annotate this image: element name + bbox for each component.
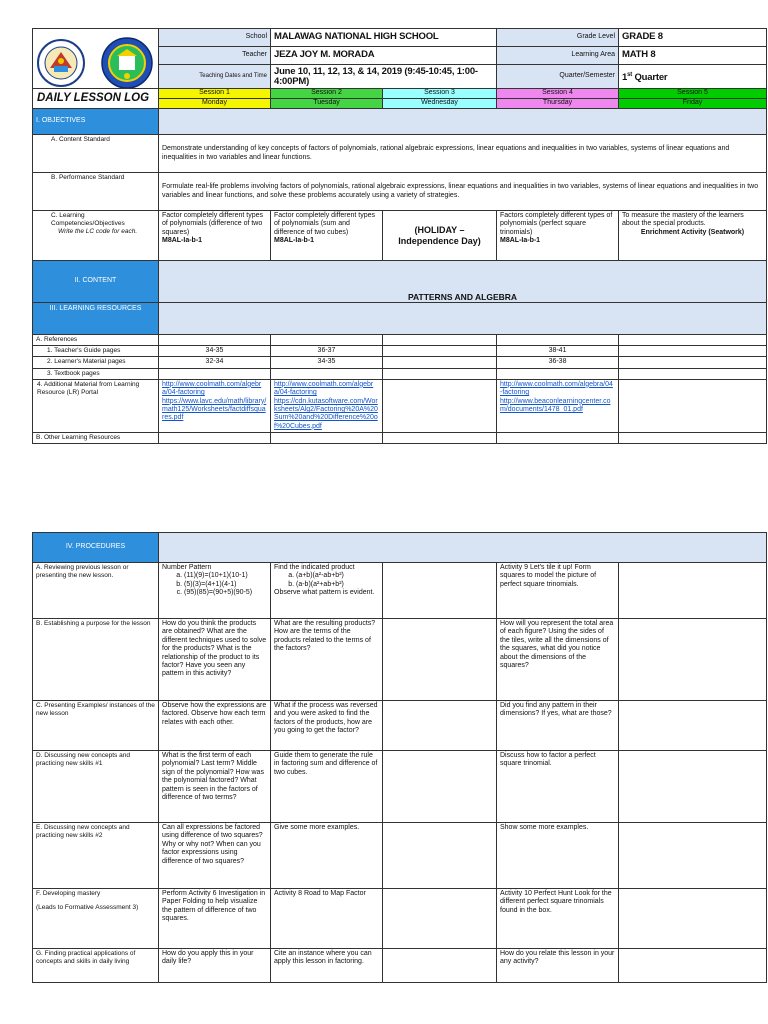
proc-d-1: What is the first term of each polynomial? Last term? Middle sign of the polynomial? How was the polynomial factored? What pattern is seen in the factors of difference of two terms?	[159, 751, 271, 823]
area-label: Learning Area	[497, 47, 619, 65]
competency-4: Factors completely different types of polynomials (perfect square trinomials) M8AL-Ia-b-1	[497, 211, 619, 261]
proc-g-4: How do you relate this lesson in your any activity?	[497, 949, 619, 983]
proc-c-2: What if the process was reversed and you were asked to find the factors of the products, how are you going to get the factor?	[271, 701, 383, 751]
links-1	[159, 379, 271, 432]
content-standard-label: A. Content Standard	[33, 135, 159, 173]
objectives-heading: I. OBJECTIVES	[33, 109, 159, 135]
session-3: Session 3	[383, 89, 497, 99]
proc-g-label: G. Finding practical applications of concepts and skills in daily living	[33, 949, 159, 983]
teacher-value: JEZA JOY M. MORADA	[271, 47, 497, 65]
school-value: MALAWAG NATIONAL HIGH SCHOOL	[271, 29, 497, 47]
proc-d-4: Discuss how to factor a perfect square trinomial.	[497, 751, 619, 823]
tg-pages-label: 1. Teacher's Guide pages	[33, 346, 159, 357]
competency-2: Factor completely different types of polynomials (sum and difference of two cubes) M8AL-Ia-b-1	[271, 211, 383, 261]
link-coolmath-1[interactable]: http://www.coolmath.com/algebra/04-factoring	[162, 380, 262, 397]
proc-g-2: Cite an instance where you can apply this lesson in factoring.	[271, 949, 383, 983]
proc-b-4: How will you represent the total area of each figure? Using the sides of the tiles, write all the dimensions of the squares, what did you notice about the dimensions of the squares?	[497, 619, 619, 701]
objectives-band	[159, 109, 767, 135]
proc-c-4: Did you find any pattern in their dimensions? If yes, what are those?	[497, 701, 619, 751]
performance-standard-label: B. Performance Standard	[33, 173, 159, 211]
link-lavc[interactable]: https://www.lavc.edu/math/library/math125/Worksheets/factdiffsquares.pdf	[162, 397, 267, 422]
quarter-label: Quarter/Semester	[497, 65, 619, 89]
dates-label: Teaching Dates and Time	[159, 65, 271, 89]
session-4: Session 4	[497, 89, 619, 99]
holiday-notice: (HOLIDAY – Independence Day)	[383, 211, 497, 261]
proc-c-label: C. Presenting Examples/ instances of the new lesson	[33, 701, 159, 751]
resources-band	[159, 303, 767, 335]
day-thursday: Thursday	[497, 99, 619, 109]
day-friday: Friday	[619, 99, 767, 109]
day-tuesday: Tuesday	[271, 99, 383, 109]
quarter-value: 1st Quarter	[619, 65, 767, 89]
references-label: A. References	[33, 335, 159, 346]
lm-pages-2: 34-35	[271, 357, 383, 368]
link-beacon[interactable]: http://www.beaconlearningcenter.com/documents/1478_01.pdf	[500, 397, 611, 414]
proc-c-1: Observe how the expressions are factored. Observe how each term relates with each other.	[159, 701, 271, 751]
procedures-band	[159, 533, 767, 563]
tg-pages-2: 36-37	[271, 346, 383, 357]
link-coolmath-2[interactable]: http://www.coolmath.com/algebra/04-factoring	[274, 380, 374, 397]
competency-label: C. Learning Competencies/Objectives Write the LC code for each.	[33, 211, 159, 261]
school-label: School	[159, 29, 271, 47]
tg-pages-4: 38-41	[497, 346, 619, 357]
procedures-heading: IV. PROCEDURES	[33, 533, 159, 563]
grade-label: Grade Level	[497, 29, 619, 47]
proc-b-label: B. Establishing a purpose for the lesson	[33, 619, 159, 701]
day-wednesday: Wednesday	[383, 99, 497, 109]
session-2: Session 2	[271, 89, 383, 99]
proc-a-label: A. Reviewing previous lesson or presenting the new lesson.	[33, 563, 159, 619]
other-resources-label: B. Other Learning Resources	[33, 433, 159, 444]
link-kutasoftware[interactable]: https://cdn.kutasoftware.com/Worksheets/Alg2/Factoring%20A%20Sum%20and%20Difference%20of%20Cubes.pdf	[274, 397, 378, 430]
grade-value: GRADE 8	[619, 29, 767, 47]
proc-e-4: Show some more examples.	[497, 823, 619, 889]
proc-f-2: Activity 8 Road to Map Factor	[271, 889, 383, 949]
lesson-log-table	[32, 28, 767, 444]
proc-b-2: What are the resulting products? How are the terms of the products related to the terms of the factors?	[271, 619, 383, 701]
lm-pages-4: 36-38	[497, 357, 619, 368]
competency-1: Factor completely different types of polynomials (difference of two squares) M8AL-Ia-b-1	[159, 211, 271, 261]
content-heading: II. CONTENT	[33, 261, 159, 303]
dates-value: June 10, 11, 12, 13, & 14, 2019 (9:45-10:45, 1:00-4:00PM)	[271, 65, 497, 89]
proc-g-1: How do you apply this in your daily life?	[159, 949, 271, 983]
resources-heading: III. LEARNING RESOURCES	[33, 303, 159, 335]
link-coolmath-4[interactable]: http://www.coolmath.com/algebra/04-factoring	[500, 380, 613, 397]
proc-b-1: How do you think the products are obtained? What are the different techniques used to solve for the products? What is the relationship of the product to its factor? Have you seen any pattern in this activity?	[159, 619, 271, 701]
tg-pages-1: 34-35	[159, 346, 271, 357]
content-standard-text: Demonstrate understanding of key concepts of factors of polynomials, rational algebraic expressions, linear equations and inequalities in two variables, systems of linear equations and inequalities in two variables and linear functions.	[159, 135, 767, 173]
logo-cell	[33, 29, 159, 89]
content-topic: PATTERNS AND ALGEBRA	[159, 261, 767, 303]
performance-standard-text: Formulate real-life problems involving factors of polynomials, rational algebraic expressions, linear equations and inequalities in two variables, systems of linear equations and inequalities in two variables and linear functions, and solve these problems accurately using a variety of strategies.	[159, 173, 767, 211]
competency-5: To measure the mastery of the learners about the special products. Enrichment Activity (Seatwork)	[619, 211, 767, 261]
page-title: DAILY LESSON LOG	[33, 89, 159, 109]
area-value: MATH 8	[619, 47, 767, 65]
session-5: Session 5	[619, 89, 767, 99]
proc-f-1: Perform Activity 6 Investigation in Paper Folding to help visualize the pattern of difference of two squares.	[159, 889, 271, 949]
textbook-pages-label: 3. Textbook pages	[33, 368, 159, 379]
proc-e-2: Give some more examples.	[271, 823, 383, 889]
session-1: Session 1	[159, 89, 271, 99]
proc-d-2: Guide them to generate the rule in factoring sum and difference of two cubes.	[271, 751, 383, 823]
teacher-label: Teacher	[159, 47, 271, 65]
proc-e-1: Can all expressions be factored using difference of two squares? Why or why not? When can you factor expressions using difference of two squares?	[159, 823, 271, 889]
proc-a-2: Find the indicated product a. (a+b)(a²-ab+b²) b. (a-b)(a²+ab+b²) Observe what pattern is evident.	[271, 563, 383, 619]
links-4	[497, 379, 619, 432]
lm-pages-label: 2. Learner's Material pages	[33, 357, 159, 368]
proc-d-label: D. Discussing new concepts and practicing new skills #1	[33, 751, 159, 823]
proc-f-4: Activity 10 Perfect Hunt Look for the different perfect square trinomials found in the box.	[497, 889, 619, 949]
procedures-table	[32, 532, 767, 983]
lm-pages-1: 32-34	[159, 357, 271, 368]
day-monday: Monday	[159, 99, 271, 109]
proc-e-label: E. Discussing new concepts and practicing new skills #2	[33, 823, 159, 889]
links-2	[271, 379, 383, 432]
proc-a-1: Number Pattern a. (11)(9)=(10+1)(10-1) b. (5)(3)=(4+1)(4-1) c. (95)(85)=(90+5)(90-5)	[159, 563, 271, 619]
proc-a-4: Activity 9 Let's tile it up! Form squares to model the picture of perfect square trinomials.	[497, 563, 619, 619]
additional-material-label: 4. Additional Material from Learning Resource (LR) Portal	[33, 379, 159, 432]
proc-f-label: F. Developing mastery (Leads to Formative Assessment 3)	[33, 889, 159, 949]
